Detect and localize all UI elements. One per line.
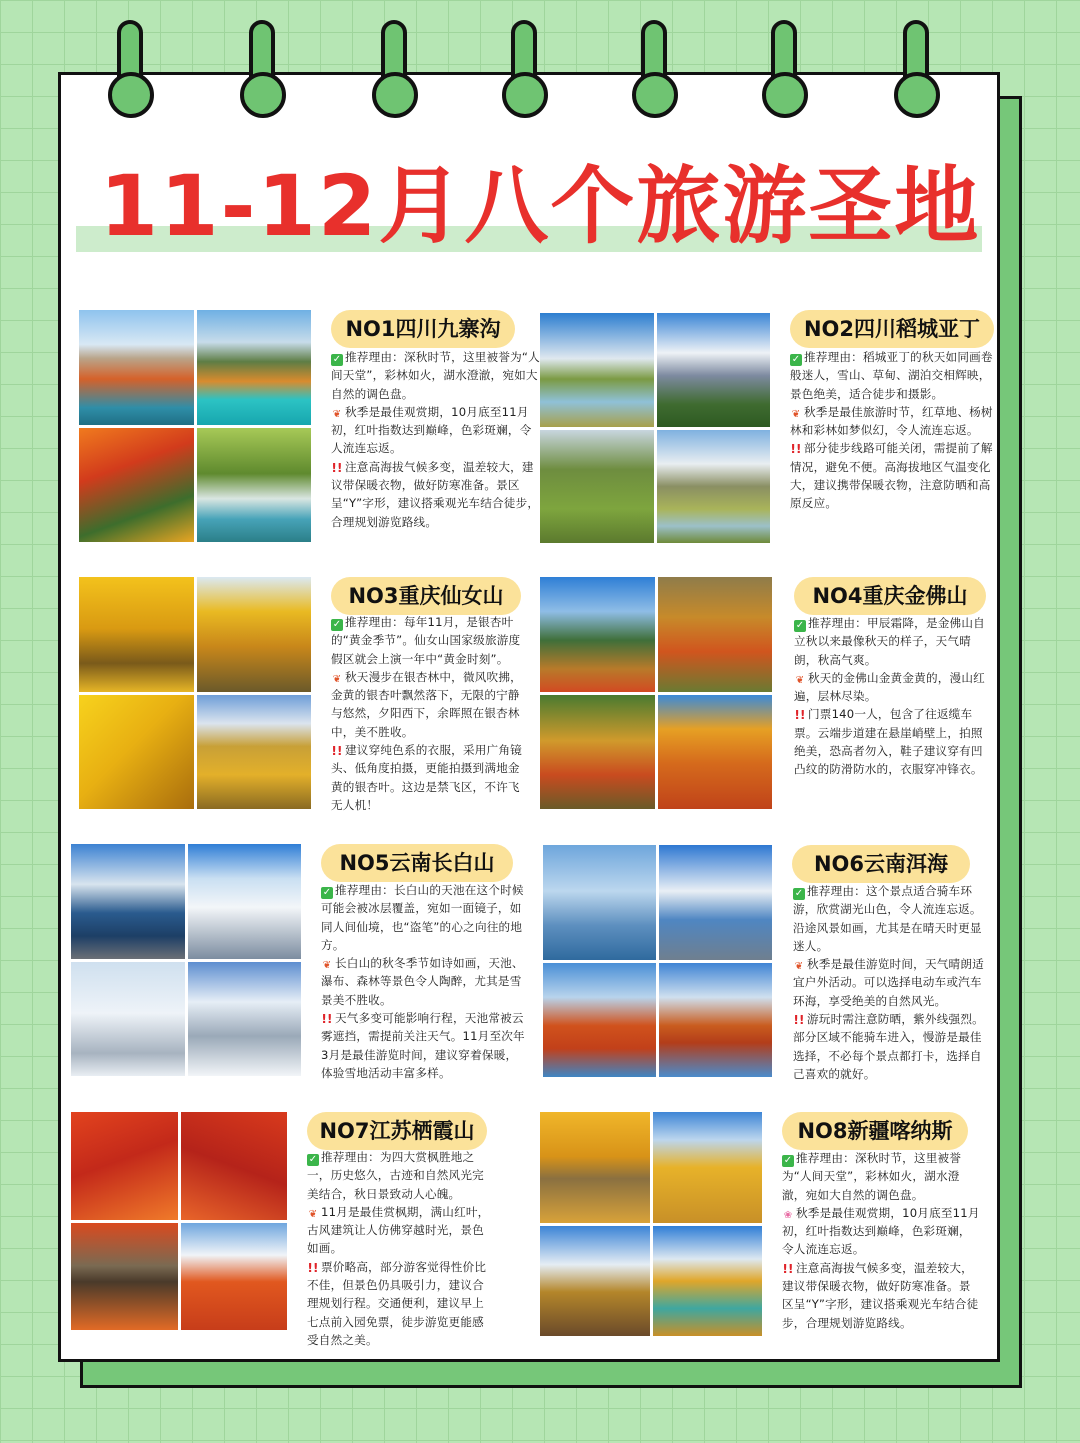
exclamation-icon: !! (793, 1013, 805, 1028)
photo-valley-forest (540, 695, 655, 810)
spot-description: ✓ 推荐理由：这个景点适合骑车环游，欣赏湖光山色，令人流连忘返。沿途风景如画，尤其是在晴天时更显迷人。 ❦ 秋季是最佳游览时间，天气晴朗适宜户外活动。可以选择电动车或汽车环海，享受绝美的自然风光。 !! 游玩时需注意防晒，紫外线强烈。部分区域不能骑车进入，慢游是最佳选择，不必每个景点都打卡，选择自己喜欢的就好。 (793, 884, 984, 1081)
photo-collage (540, 313, 770, 543)
photo-snowy-trees (188, 844, 302, 959)
spot-heading: NO6云南洱海 (792, 845, 970, 883)
spot-description: ✓ 推荐理由：甲辰霜降，是金佛山自立秋以来最像秋天的样子，天气晴朗，秋高气爽。 ❦ 秋天的金佛山金黄金黄的，漫山红遍，层林尽染。 !! 门票140一人，包含了往返缆车票。云端步道建在悬崖峭壁上，拍照绝美，恐高者勿入，鞋子建议穿有凹凸纹的防滑防水的，衣服穿冲锋衣。 (794, 616, 985, 777)
photo-turquoise-lake (197, 310, 312, 425)
photo-lakeshore-sky (659, 845, 772, 960)
spot-description: ✓ 推荐理由：稻城亚丁的秋天如同画卷般迷人，雪山、草甸、湖泊交相辉映，景色绝美，适合徒步和摄影。 ❦ 秋季是最佳旅游时节，红草地、杨树林和彩林如梦似幻，令人流连忘返。 !! 部分徒步线路可能关闭，需提前了解情况，避免不便。高海拔地区气温变化大，建议携带保暖衣物，注意防晒和高原反应。 (790, 350, 993, 511)
check-icon: ✓ (308, 1154, 318, 1165)
photo-meadow-horses (540, 430, 654, 544)
photo-river-valley (653, 1226, 763, 1337)
exclamation-icon: !! (790, 442, 802, 457)
photo-snow-mountain (657, 313, 771, 427)
flower-icon: ❀ (783, 1209, 793, 1221)
photo-cliff-trail (658, 577, 773, 692)
binder-ring-icon (372, 20, 418, 116)
spot-description: ✓ 推荐理由：每年11月，是银杏叶的“黄金季节”。仙女山国家级旅游度假区就会上演一年中“黄金时刻”。 ❦ 秋天漫步在银杏林中，微风吹拂，金黄的银杏叶飘然落下，无限的宁静与悠然，夕阳西下，余晖照在银杏林中，美不胜收。 !! 建议穿纯色系的衣服，采用广角镜头、低角度拍摄，更能拍摄到满地金黄的银杏叶。这边是禁飞区，不许飞无人机！ (331, 615, 522, 812)
spot-description: ✓ 推荐理由：长白山的天池在这个时候可能会被冰层覆盖，宛如一面镜子，如同人间仙境，也“盗笔”的心之向往的地方。 ❦ 长白山的秋冬季节如诗如画，天池、瀑布、森林等景色令人陶醉，尤其是雪景美不胜收。 !! 天气多变可能影响行程，天池常被云雾遮挡，需提前关注天气。11月至次年3月是最佳游览时间，建议穿着保暖，体验雪地活动丰富多样。 (321, 883, 525, 1080)
spot-heading: NO3重庆仙女山 (331, 577, 521, 615)
photo-waterfall (197, 428, 312, 543)
photo-heaven-lake (71, 844, 185, 959)
photo-mountain-ridge (540, 577, 655, 692)
photo-golden-hills (653, 1112, 763, 1223)
spot-description: ✓ 推荐理由：深秋时节，这里被誉为“人间天堂”，彩林如火，湖水澄澈，宛如大自然的调色盘。 ❦ 秋季是最佳观赏期，10月底至11月初，红叶指数达到巅峰，色彩斑斓，令人流连忘返。 !! 注意高海拔气候多变，温差较大，建议带保暖衣物，做好防寒准备。景区呈“Y”字形，建议搭乘观光车结合徒步，合理规划游览路线。 (331, 350, 540, 529)
maple-leaf-icon: ❦ (322, 960, 332, 972)
binder-ring-icon (502, 20, 548, 116)
photo-collage (540, 577, 772, 809)
photo-snow-woods (188, 962, 302, 1077)
check-icon: ✓ (332, 619, 342, 630)
photo-maple-sky (181, 1223, 288, 1331)
binder-ring-icon (762, 20, 808, 116)
spot-heading: NO2四川稻城亚丁 (790, 310, 994, 348)
photo-collage (79, 577, 311, 809)
photo-golden-meadow (197, 695, 312, 810)
check-icon: ✓ (322, 887, 332, 898)
exclamation-icon: !! (331, 744, 343, 759)
check-icon: ✓ (795, 620, 805, 631)
check-icon: ✓ (332, 354, 342, 365)
photo-village-mountain (540, 1226, 650, 1337)
photo-ginkgo-row (197, 577, 312, 692)
binder-ring-icon (240, 20, 286, 116)
photo-autumn-slope (658, 695, 773, 810)
check-icon: ✓ (783, 1155, 793, 1166)
check-icon: ✓ (791, 354, 801, 365)
photo-ginkgo-path (79, 577, 194, 692)
photo-red-tree-lake (543, 963, 656, 1078)
maple-leaf-icon: ❦ (794, 961, 804, 973)
photo-grassland-lake (657, 430, 771, 544)
photo-seagulls-lake (543, 845, 656, 960)
maple-leaf-icon: ❦ (795, 674, 805, 686)
photo-red-foliage (79, 428, 194, 543)
binder-ring-icon (632, 20, 678, 116)
photo-collage (71, 1112, 287, 1330)
exclamation-icon: !! (321, 1012, 333, 1027)
binder-ring-icon (894, 20, 940, 116)
spot-heading: NO4重庆金佛山 (794, 577, 986, 615)
binder-ring-icon (108, 20, 154, 116)
spot-description: ✓ 推荐理由：为四大赏枫胜地之一，历史悠久，古迹和自然风光完美结合，秋日景致动人心魄。 ❦ 11月是最佳赏枫期，满山红叶，古风建筑让人仿佛穿越时光，景色如画。 !! 票价略高，部分游客觉得性价比不佳，但景色仍具吸引力，建议合理规划行程。交通便利，建议早上七点前入园免票，徒步游览更能感受自然之美。 (307, 1150, 490, 1347)
photo-mountain-forest (79, 310, 194, 425)
maple-leaf-icon: ❦ (791, 408, 801, 420)
exclamation-icon: !! (794, 708, 806, 723)
exclamation-icon: !! (307, 1260, 319, 1275)
photo-snow-peak-stream (540, 313, 654, 427)
exclamation-icon: !! (782, 1261, 794, 1276)
spot-description: ✓ 推荐理由：深秋时节，这里被誉为“人间天堂”，彩林如火，湖水澄澈，宛如大自然的调色盘。 ❀ 秋季是最佳观赏期，10月底至11月初，红叶指数达到巅峰，色彩斑斓，令人流连忘返。 !! 注意高海拔气候多变，温差较大，建议带保暖衣物，做好防寒准备。景区呈“Y”字形，建议搭乘观光车结合徒步，合理规划游览路线。 (782, 1151, 980, 1330)
photo-collage (79, 310, 311, 542)
exclamation-icon: !! (331, 460, 343, 475)
photo-birch-reflection (540, 1112, 650, 1223)
maple-leaf-icon: ❦ (332, 408, 342, 420)
spot-heading: NO1四川九寨沟 (331, 310, 515, 348)
photo-red-tree-water (659, 963, 772, 1078)
photo-maple-canopy (181, 1112, 288, 1220)
spot-heading: NO5云南长白山 (321, 844, 513, 882)
photo-frost-forest (71, 962, 185, 1077)
spot-heading: NO8新疆喀纳斯 (782, 1112, 968, 1150)
page-title: 11-12月八个旅游圣地 (99, 157, 981, 255)
photo-collage (71, 844, 301, 1076)
photo-ginkgo-closeup (79, 695, 194, 810)
spot-heading: NO7江苏栖霞山 (307, 1112, 487, 1150)
photo-collage (540, 1112, 762, 1336)
photo-maple-branches (71, 1112, 178, 1220)
photo-collage (543, 845, 772, 1077)
photo-pavilion-roof (71, 1223, 178, 1331)
check-icon: ✓ (794, 888, 804, 899)
maple-leaf-icon: ❦ (332, 673, 342, 685)
maple-leaf-icon: ❦ (308, 1208, 318, 1220)
